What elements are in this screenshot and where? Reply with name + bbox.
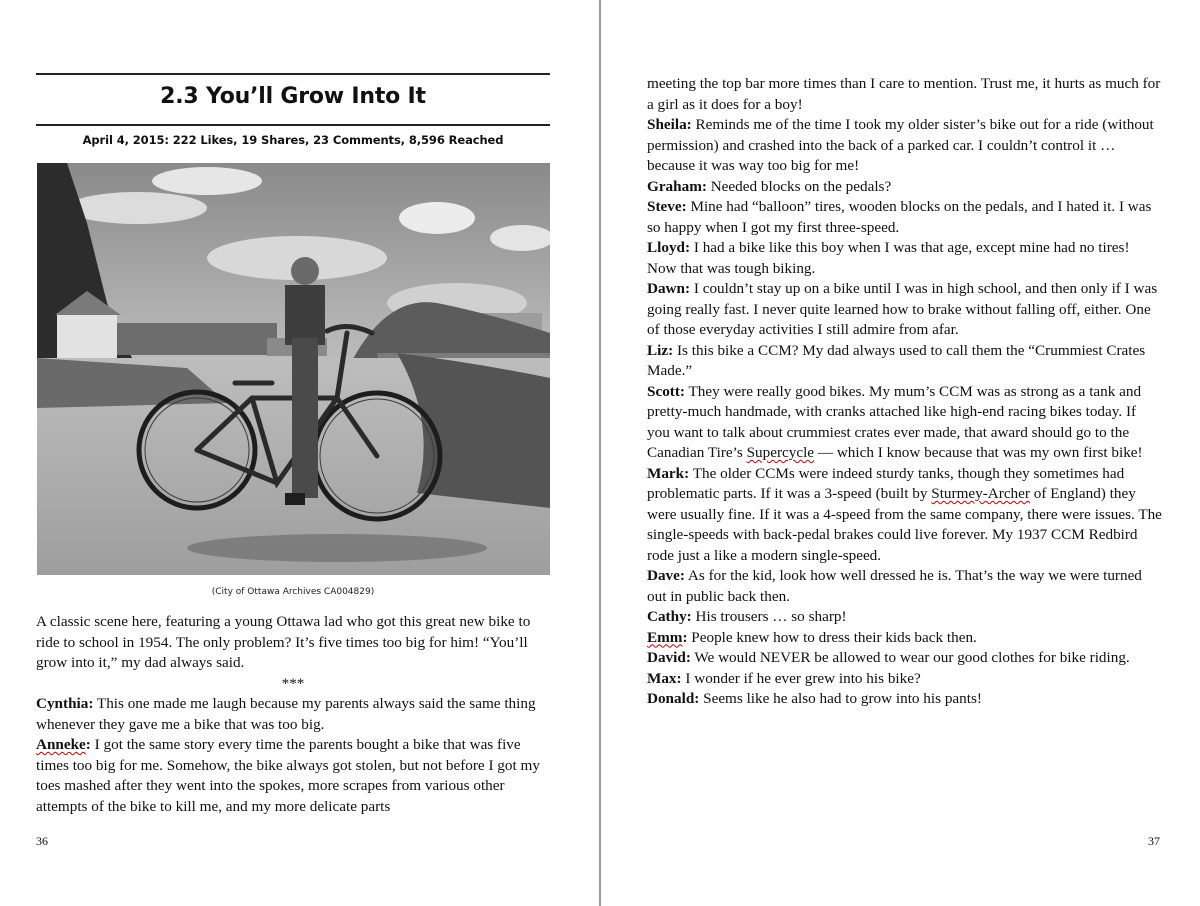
- comment-text: I wonder if he ever grew into his bike?: [681, 669, 921, 687]
- commenter-name: David:: [647, 649, 691, 666]
- comment-dave: [647, 566, 1162, 607]
- comment-mark: [647, 464, 1162, 567]
- comment-text: We would NEVER be allowed to wear our good clothes for bike riding.: [690, 649, 1130, 666]
- comment-cathy: [647, 607, 1162, 628]
- comment-lloyd: [647, 238, 1162, 279]
- commenter-name: Donald:: [647, 690, 700, 707]
- comment-dawn: [647, 279, 1162, 341]
- page-number-right: 37: [1148, 834, 1160, 848]
- commenter-name: Liz:: [647, 341, 674, 359]
- post-stats: April 4, 2015: 222 Likes, 19 Shares, 23 Comments, 8,596 Reached: [82, 133, 504, 147]
- left-body-text: [36, 612, 550, 817]
- comment-text: — which I know because that was my own first bike!: [814, 444, 1143, 461]
- commenter-name: Sheila:: [647, 116, 692, 133]
- comment-text: His trousers … so sharp!: [691, 608, 847, 625]
- commenter-name: Steve:: [647, 198, 687, 215]
- right-body-text: [647, 74, 1162, 710]
- intro-paragraph: A classic scene here, featuring a young Ottawa lad who got this great new bike to ride to school in 1954. The only problem? It’s five times too big for him! “You’ll grow into it,” my dad always said.: [36, 613, 531, 671]
- commenter-name: Max:: [647, 669, 682, 687]
- chapter-title: 2.3 You’ll Grow Into It: [160, 84, 426, 109]
- section-separator: ***: [281, 674, 305, 692]
- commenter-name: Anneke:: [36, 736, 91, 753]
- comment-text: People knew how to dress their kids back then.: [687, 628, 977, 646]
- commenter-name: Lloyd:: [647, 239, 691, 256]
- comment-anneke: [36, 735, 550, 817]
- title-rule-top: [36, 73, 550, 75]
- spellcheck-word: Sturmey-Archer: [931, 485, 1030, 502]
- commenter-name: Graham:: [647, 177, 707, 195]
- comment-text: Needed blocks on the pedals?: [706, 177, 892, 195]
- comment-emm: [647, 628, 1162, 649]
- commenter-name: Emm:: [647, 628, 688, 646]
- comment-text: I got the same story every time the parents bought a bike that was five times too big for me. Somehow, the bike always got stolen, but not before I got my toes mashed after they went into the spokes, more scrapes from various other attempts of the bike to kill me, and my more delicate parts: [36, 736, 540, 815]
- continued-paragraph: meeting the top bar more times than I care to mention. Trust me, it hurts as much for a girl as it does for a boy!: [647, 75, 1161, 113]
- comment-text: Reminds me of the time I took my older sister’s bike out for a ride (without permission) and crashed into the back of a parked car. I couldn’t control it … because it was way too big for me!: [647, 116, 1154, 174]
- comment-text: The older CCMs were indeed sturdy tanks, though they sometimes had problematic parts. If it was a 3-speed (built by: [647, 464, 1125, 502]
- comment-text: Is this bike a CCM? My dad always used to call them the “Crummiest Crates Made.”: [647, 341, 1146, 379]
- comment-text: This one made me laugh because my parents always said the same thing whenever they gave me a bike that was too big.: [36, 695, 536, 733]
- comment-text: I had a bike like this boy when I was that age, except mine had no tires! Now that was tough biking.: [647, 239, 1130, 277]
- comment-text: I couldn’t stay up on a bike until I was in high school, and then only if I was going really fast. I never quite learned how to brake without falling off, either. One of those everyday activities I still admire from afar.: [647, 280, 1158, 338]
- boy-with-bicycle-photo: [37, 163, 550, 575]
- comment-cynthia: [36, 694, 550, 735]
- commenter-name: Mark:: [647, 464, 690, 482]
- page-number-left: 36: [36, 834, 48, 848]
- comment-liz: [647, 341, 1162, 382]
- commenter-name: Dave:: [647, 567, 685, 584]
- comment-graham: [647, 177, 1162, 198]
- left-page: [0, 0, 599, 906]
- title-rule-bottom: [36, 124, 550, 126]
- comment-scott: [647, 382, 1162, 464]
- spellcheck-name: Anneke: [36, 736, 86, 753]
- comment-text: Mine had “balloon” tires, wooden blocks on the pedals, and I hated it. I was so happy when I got my first three-speed.: [647, 198, 1152, 236]
- spellcheck-word: Supercycle: [746, 444, 815, 461]
- comment-steve: [647, 197, 1162, 238]
- comment-text: of England) they were usually fine. If it was a 4-speed from the same company, there were issues. The single-speeds with back-pedal brakes could live forever. My 1937 CCM Redbird rode just a like a modern single-speed.: [647, 485, 1162, 564]
- photo-caption: (City of Ottawa Archives CA004829): [211, 587, 375, 597]
- comment-text: As for the kid, look how well dressed he is. That’s the way we were turned out in public back then.: [647, 567, 1142, 605]
- commenter-name: Scott:: [647, 382, 685, 400]
- commenter-name: Cathy:: [647, 608, 692, 625]
- comment-max: [647, 669, 1162, 690]
- comment-david: [647, 648, 1162, 669]
- spellcheck-name: Emm: [647, 628, 683, 646]
- comment-donald: [647, 689, 1162, 710]
- comment-text: They were really good bikes. My mum’s CCM was as strong as a tank and pretty-much handmade, with cranks attached like high-end racing bikes today. If you want to talk about crummiest crates ever made, that award should go to the Canadian Tire’s: [647, 382, 1142, 461]
- commenter-name: Dawn:: [647, 280, 691, 297]
- comment-sheila: [647, 115, 1162, 177]
- commenter-name: Cynthia:: [36, 695, 94, 712]
- comment-text: Seems like he also had to grow into his pants!: [699, 690, 982, 707]
